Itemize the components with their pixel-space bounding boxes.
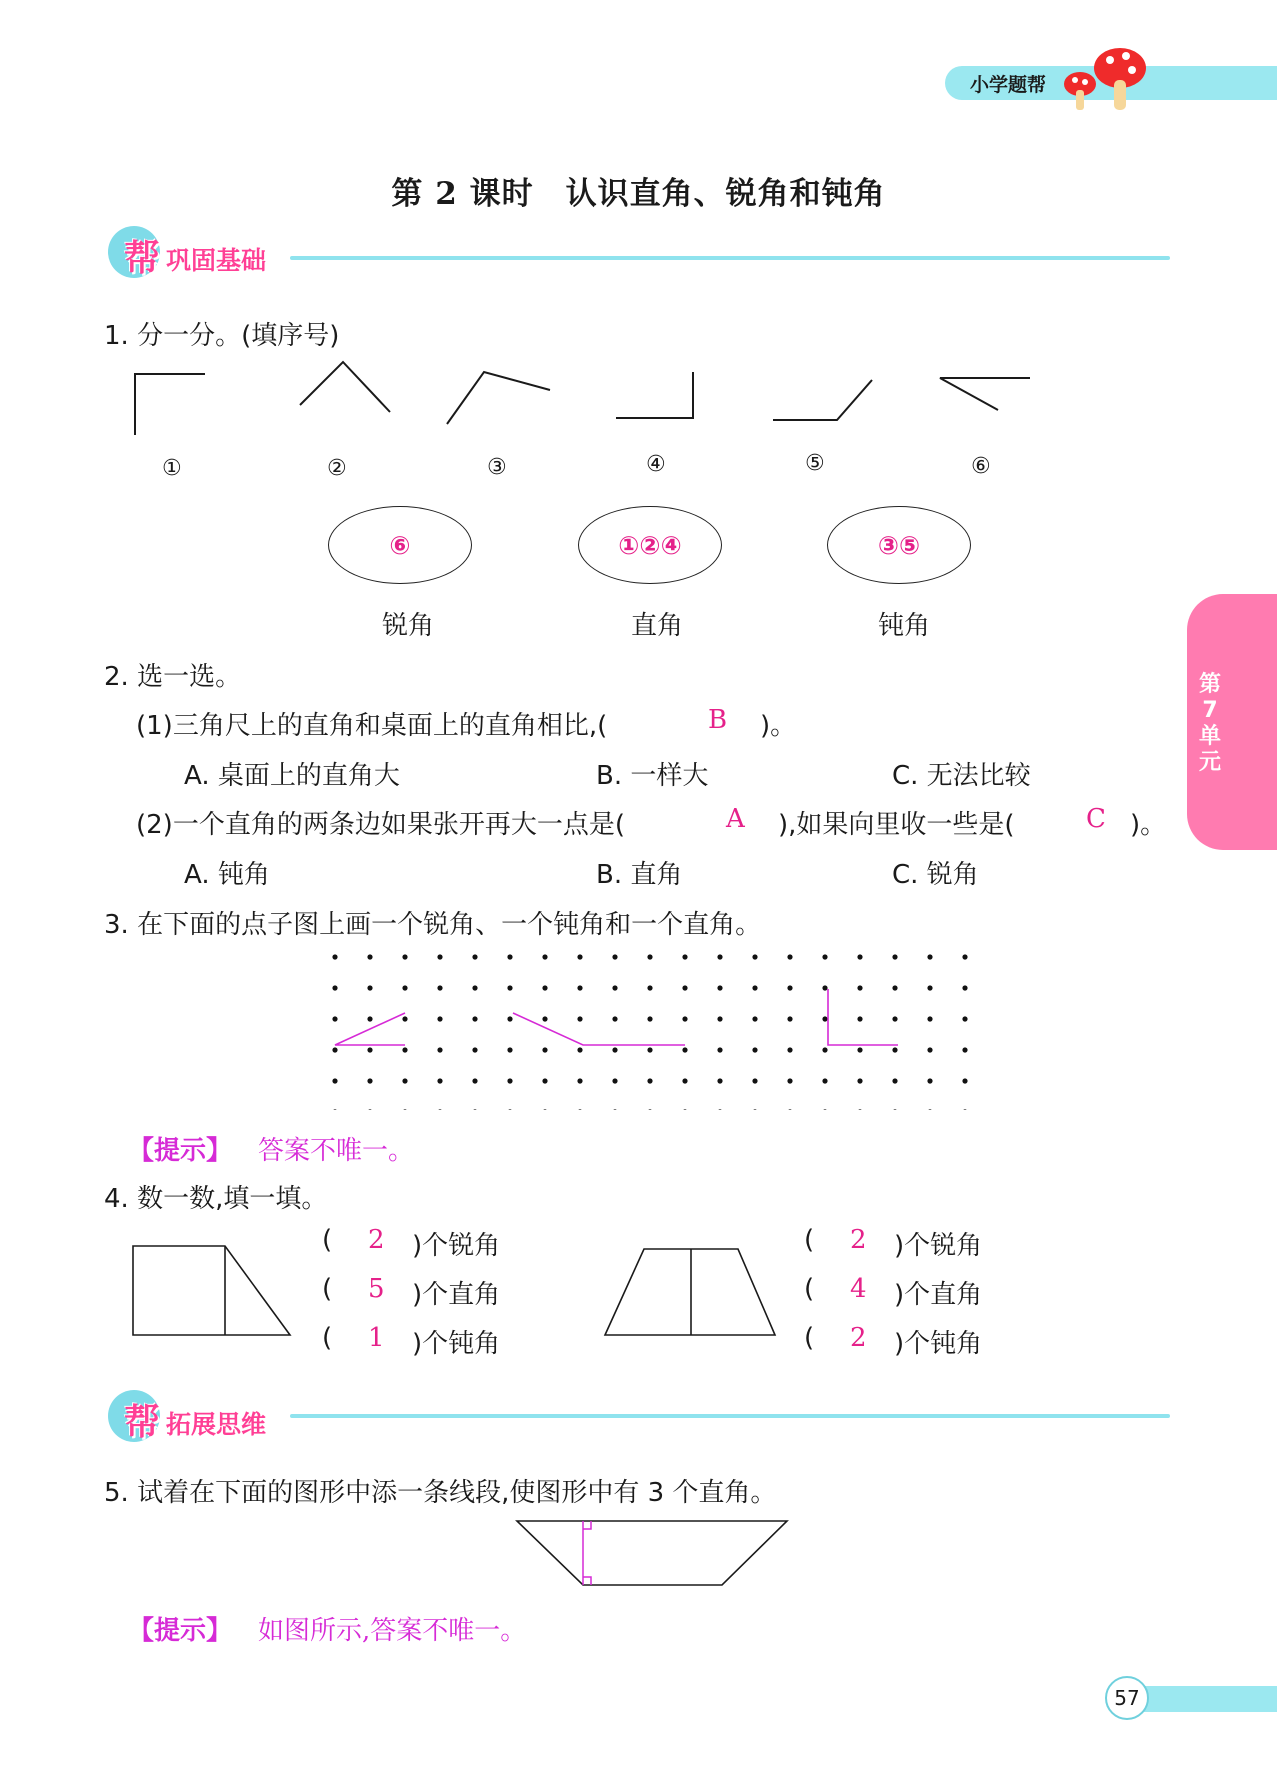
angle-label: ② bbox=[327, 456, 347, 481]
q5-hint-text: 如图所示,答案不唯一。 bbox=[258, 1616, 527, 1646]
paren-open: ( bbox=[804, 1323, 815, 1353]
q4-left-acute-answer: 2 bbox=[368, 1225, 385, 1255]
q4-left-right-label: )个直角 bbox=[412, 1280, 501, 1310]
q2-prompt: 2. 选一选。 bbox=[104, 662, 242, 692]
q4-right-obtuse-answer: 2 bbox=[850, 1323, 867, 1353]
q4-left-obtuse-label: )个钝角 bbox=[412, 1329, 501, 1359]
acute-answer-oval: ⑥ bbox=[328, 506, 472, 584]
grid-dot bbox=[437, 1078, 442, 1083]
grid-dot bbox=[647, 1047, 652, 1052]
q4-right-right-answer: 4 bbox=[850, 1274, 867, 1304]
grid-dot bbox=[857, 1047, 862, 1052]
paren-open: ( bbox=[322, 1323, 333, 1353]
grid-dot bbox=[647, 1078, 652, 1083]
section-bang: 帮 bbox=[124, 1402, 161, 1443]
grid-dot bbox=[507, 1078, 512, 1083]
section-divider bbox=[290, 1414, 1170, 1418]
grid-dot bbox=[787, 1109, 792, 1110]
drawn-right-angle bbox=[828, 989, 898, 1045]
grid-dot bbox=[437, 1109, 442, 1110]
grid-dot bbox=[752, 985, 757, 990]
angle-3 bbox=[447, 372, 550, 424]
grid-dot bbox=[507, 954, 512, 959]
angle-4 bbox=[616, 372, 693, 418]
dot-grid bbox=[320, 940, 980, 1110]
angle-label: ④ bbox=[646, 452, 666, 477]
grid-dot bbox=[542, 954, 547, 959]
grid-dot bbox=[962, 1078, 967, 1083]
grid-dot bbox=[402, 1109, 407, 1110]
grid-dot bbox=[962, 1047, 967, 1052]
grid-dot bbox=[367, 985, 372, 990]
grid-dot bbox=[332, 1016, 337, 1021]
page-title: 第 2 课时 认识直角、锐角和钝角 bbox=[391, 176, 886, 212]
grid-dot bbox=[647, 1109, 652, 1110]
q2-sub1-text: (1)三角尺上的直角和桌面上的直角相比,( bbox=[136, 711, 608, 741]
obtuse-label: 钝角 bbox=[878, 611, 931, 641]
q4-right-acute-label: )个锐角 bbox=[894, 1231, 983, 1261]
angle-label: ⑤ bbox=[805, 451, 825, 476]
q5-hint-tag: 【提示】 bbox=[128, 1616, 233, 1646]
grid-dot bbox=[822, 1016, 827, 1021]
grid-dot bbox=[857, 1016, 862, 1021]
grid-dot bbox=[472, 1109, 477, 1110]
paren-open: ( bbox=[804, 1225, 815, 1255]
grid-dot bbox=[682, 1016, 687, 1021]
grid-dot bbox=[857, 985, 862, 990]
q2-sub2-option-c: C. 锐角 bbox=[892, 860, 979, 890]
grid-dot bbox=[332, 985, 337, 990]
grid-dot bbox=[892, 1016, 897, 1021]
q4-left-obtuse-answer: 1 bbox=[368, 1323, 385, 1353]
right-answer-oval: ①②④ bbox=[578, 506, 722, 584]
grid-dot bbox=[472, 1078, 477, 1083]
q2-sub1-option-b: B. 一样大 bbox=[596, 761, 709, 791]
grid-dot bbox=[437, 985, 442, 990]
angle-1 bbox=[135, 374, 205, 435]
grid-dot bbox=[717, 954, 722, 959]
grid-dot bbox=[927, 1078, 932, 1083]
grid-dot bbox=[822, 985, 827, 990]
grid-dot bbox=[857, 1109, 862, 1110]
grid-dot bbox=[892, 954, 897, 959]
q3-hint-text: 答案不唯一。 bbox=[258, 1136, 415, 1166]
q2-sub2-answer1: A bbox=[726, 804, 745, 834]
grid-dot bbox=[752, 1078, 757, 1083]
grid-dot bbox=[892, 1047, 897, 1052]
q1-angles bbox=[0, 0, 1277, 480]
grid-dot bbox=[822, 954, 827, 959]
angle-label: ⑥ bbox=[971, 454, 991, 479]
grid-dot bbox=[787, 1016, 792, 1021]
grid-dot bbox=[577, 1109, 582, 1110]
q2-sub2-close: )。 bbox=[1130, 810, 1167, 840]
q3-prompt: 3. 在下面的点子图上画一个锐角、一个钝角和一个直角。 bbox=[104, 910, 762, 940]
grid-dot bbox=[927, 985, 932, 990]
grid-dot bbox=[822, 1078, 827, 1083]
q2-sub1-answer: B bbox=[708, 705, 728, 735]
grid-dot bbox=[332, 1078, 337, 1083]
grid-dot bbox=[332, 1109, 337, 1110]
grid-dot bbox=[402, 985, 407, 990]
grid-dot bbox=[682, 954, 687, 959]
grid-dot bbox=[892, 985, 897, 990]
grid-dot bbox=[507, 985, 512, 990]
grid-dot bbox=[472, 1016, 477, 1021]
grid-dot bbox=[437, 1047, 442, 1052]
grid-dot bbox=[962, 985, 967, 990]
grid-dot bbox=[752, 1016, 757, 1021]
grid-dot bbox=[367, 1016, 372, 1021]
q4-right-acute-answer: 2 bbox=[850, 1225, 867, 1255]
grid-dot bbox=[647, 985, 652, 990]
grid-dot bbox=[647, 954, 652, 959]
grid-dot bbox=[612, 1016, 617, 1021]
grid-dot bbox=[332, 954, 337, 959]
grid-dot bbox=[367, 1109, 372, 1110]
grid-dot bbox=[472, 1047, 477, 1052]
grid-dot bbox=[577, 1078, 582, 1083]
grid-dot bbox=[962, 1016, 967, 1021]
section-title: 巩固基础 bbox=[166, 246, 267, 275]
grid-dot bbox=[787, 954, 792, 959]
q2-sub2-text: (2)一个直角的两条边如果张开再大一点是( bbox=[136, 810, 625, 840]
square-triangle-shape bbox=[133, 1246, 290, 1335]
grid-dot bbox=[402, 1078, 407, 1083]
grid-dot bbox=[752, 954, 757, 959]
q3-hint-tag: 【提示】 bbox=[128, 1136, 233, 1166]
angle-label: ① bbox=[162, 456, 182, 481]
grid-dot bbox=[927, 1109, 932, 1110]
q2-sub2-option-a: A. 钝角 bbox=[184, 860, 270, 890]
grid-dot bbox=[577, 1016, 582, 1021]
grid-dot bbox=[927, 1047, 932, 1052]
grid-dot bbox=[892, 1109, 897, 1110]
section-bang: 帮 bbox=[124, 238, 161, 279]
unit-side-label: 第7单元 bbox=[1198, 672, 1221, 775]
grid-dot bbox=[542, 1109, 547, 1110]
grid-dot bbox=[542, 1016, 547, 1021]
paren-open: ( bbox=[804, 1274, 815, 1304]
q1-prompt: 1. 分一分。(填序号) bbox=[104, 321, 340, 351]
grid-dot bbox=[507, 1109, 512, 1110]
grid-dot bbox=[612, 1109, 617, 1110]
q5-trapezoid bbox=[500, 1510, 800, 1590]
grid-dot bbox=[367, 1078, 372, 1083]
grid-dot bbox=[857, 954, 862, 959]
grid-dot bbox=[962, 1109, 967, 1110]
grid-dot bbox=[717, 1078, 722, 1083]
q4-prompt: 4. 数一数,填一填。 bbox=[104, 1184, 328, 1214]
grid-dot bbox=[577, 985, 582, 990]
grid-dot bbox=[332, 1047, 337, 1052]
acute-label: 锐角 bbox=[382, 611, 435, 641]
grid-dot bbox=[507, 1016, 512, 1021]
angle-5 bbox=[773, 380, 872, 420]
grid-dot bbox=[647, 1016, 652, 1021]
paren-open: ( bbox=[322, 1225, 333, 1255]
angle-6 bbox=[940, 378, 1030, 410]
paren-open: ( bbox=[322, 1274, 333, 1304]
grid-dot bbox=[367, 1047, 372, 1052]
grid-dot bbox=[542, 1078, 547, 1083]
grid-dot bbox=[507, 1047, 512, 1052]
grid-dot bbox=[717, 1047, 722, 1052]
grid-dot bbox=[612, 1078, 617, 1083]
grid-dot bbox=[927, 954, 932, 959]
grid-dot bbox=[437, 954, 442, 959]
grid-dot bbox=[542, 1047, 547, 1052]
q2-sub1-option-a: A. 桌面上的直角大 bbox=[184, 761, 400, 791]
grid-dot bbox=[787, 985, 792, 990]
q4-right-right-label: )个直角 bbox=[894, 1280, 983, 1310]
q2-sub1-close: )。 bbox=[760, 711, 797, 741]
grid-dot bbox=[402, 1047, 407, 1052]
right-label: 直角 bbox=[631, 611, 684, 641]
grid-dot bbox=[682, 1047, 687, 1052]
brand-label: 小学题帮 bbox=[970, 74, 1047, 96]
grid-dot bbox=[612, 1047, 617, 1052]
q2-sub2-mid: ),如果向里收一些是( bbox=[778, 810, 1015, 840]
grid-dot bbox=[472, 954, 477, 959]
grid-dot bbox=[402, 1016, 407, 1021]
grid-dot bbox=[682, 985, 687, 990]
grid-dot bbox=[367, 954, 372, 959]
obtuse-answer-oval: ③⑤ bbox=[827, 506, 971, 584]
grid-dot bbox=[577, 1047, 582, 1052]
grid-dot bbox=[717, 985, 722, 990]
q2-sub2-option-b: B. 直角 bbox=[596, 860, 683, 890]
trapezoid-shape bbox=[605, 1249, 775, 1335]
angle-label: ③ bbox=[487, 455, 507, 480]
grid-dot bbox=[892, 1078, 897, 1083]
grid-dot bbox=[612, 954, 617, 959]
grid-dot bbox=[542, 985, 547, 990]
page-number: 57 bbox=[1105, 1676, 1149, 1720]
grid-dot bbox=[682, 1078, 687, 1083]
q4-left-right-answer: 5 bbox=[368, 1274, 385, 1304]
grid-dot bbox=[472, 985, 477, 990]
grid-dot bbox=[962, 954, 967, 959]
drawn-obtuse-angle bbox=[513, 1013, 685, 1045]
q2-sub2-answer2: C bbox=[1086, 804, 1106, 834]
grid-dot bbox=[752, 1047, 757, 1052]
q4-right-obtuse-label: )个钝角 bbox=[894, 1329, 983, 1359]
angle-2 bbox=[300, 362, 390, 412]
grid-dot bbox=[822, 1109, 827, 1110]
grid-dot bbox=[857, 1078, 862, 1083]
grid-dot bbox=[822, 1047, 827, 1052]
grid-dot bbox=[682, 1109, 687, 1110]
grid-dot bbox=[612, 985, 617, 990]
grid-dot bbox=[717, 1109, 722, 1110]
grid-dot bbox=[437, 1016, 442, 1021]
grid-dot bbox=[787, 1047, 792, 1052]
section-title: 拓展思维 bbox=[166, 1410, 267, 1439]
grid-dot bbox=[717, 1016, 722, 1021]
q5-prompt: 5. 试着在下面的图形中添一条线段,使图形中有 3 个直角。 bbox=[104, 1478, 777, 1508]
q4-left-acute-label: )个锐角 bbox=[412, 1231, 501, 1261]
grid-dot bbox=[787, 1078, 792, 1083]
grid-dot bbox=[577, 954, 582, 959]
grid-dot bbox=[927, 1016, 932, 1021]
q2-sub1-option-c: C. 无法比较 bbox=[892, 761, 1031, 791]
grid-dot bbox=[752, 1109, 757, 1110]
grid-dot bbox=[402, 954, 407, 959]
